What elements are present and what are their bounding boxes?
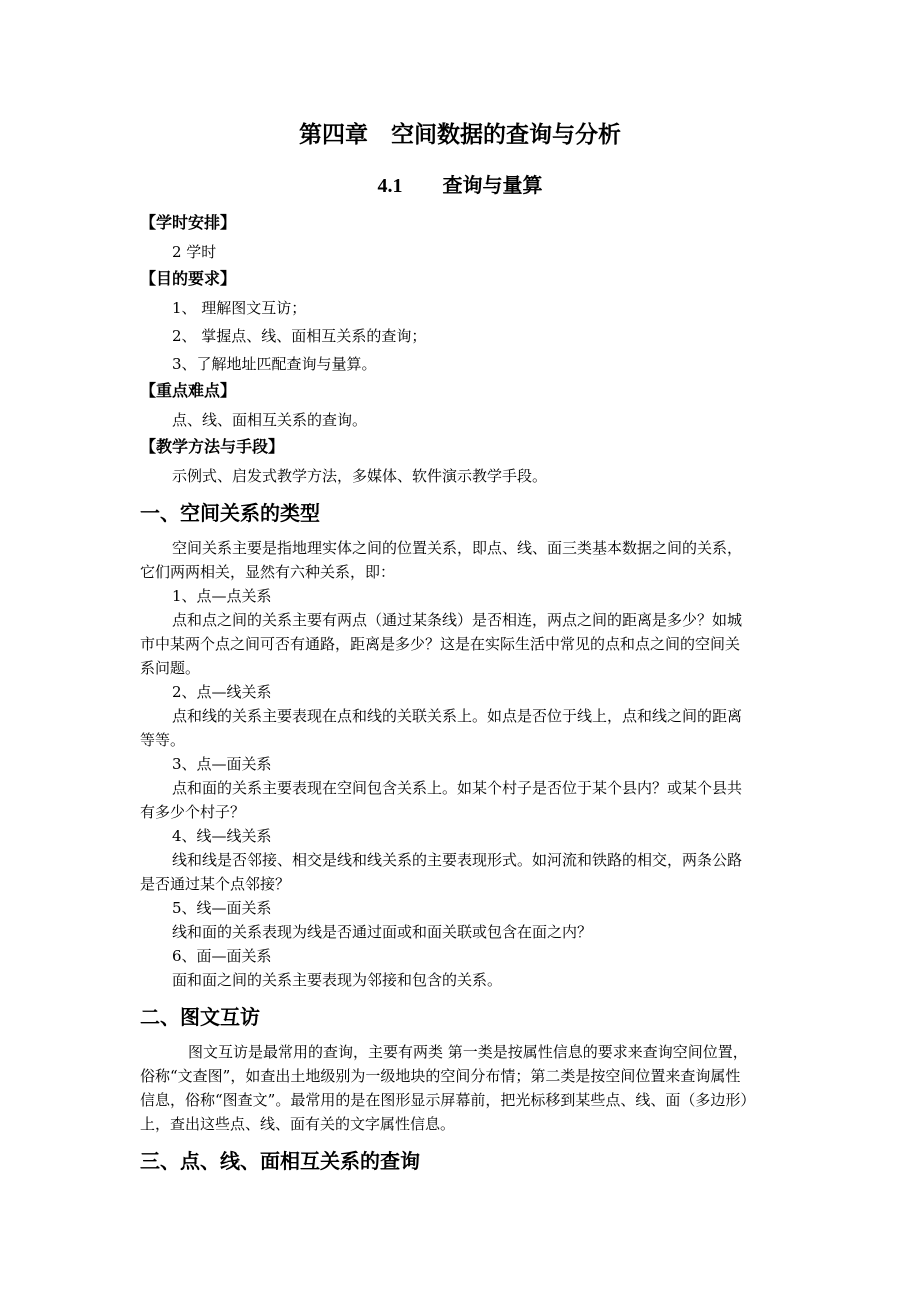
schedule-label: 【学时安排】 (140, 213, 237, 232)
relation-title: 2、点—线关系 (172, 683, 272, 701)
paragraph-line: 线和面的关系表现为线是否通过面或和面关联或包含在面之内？ (172, 923, 593, 941)
paragraph-line: 面和面之间的关系主要表现为邻接和包含的关系。 (172, 971, 503, 989)
paragraph-line: 线和线是否邻接、相交是线和线关系的主要表现形式。如河流和铁路的相交，两条公路 (172, 851, 743, 869)
goal-item: 3、了解地址匹配查询与量算。 (172, 355, 377, 373)
paragraph-line: 点和点之间的关系主要有两点（通过某条线）是否相连，两点之间的距离是多少？如城 (172, 611, 743, 629)
relation-title: 1、点—点关系 (172, 587, 272, 605)
paragraph-line: 有多少个村子？ (140, 803, 246, 821)
relation-title: 6、面—面关系 (172, 947, 272, 965)
paragraph-line: 俗称“文查图”，如查出土地级别为一级地块的空间分布情；第二类是按空间位置来查询属性 (140, 1067, 741, 1085)
paragraph-line: 点和线的关系主要表现在点和线的关联关系上。如点是否位于线上，点和线之间的距离 (172, 707, 743, 725)
chapter-title: 第四章 空间数据的查询与分析 (299, 122, 621, 148)
relation-title: 4、线—线关系 (172, 827, 272, 845)
part2-heading: 二、图文互访 (140, 1005, 260, 1029)
key-points-text: 点、线、面相互关系的查询。 (172, 411, 368, 429)
paragraph-line: 图文互访是最常用的查询，主要有两类 第一类是按属性信息的要求来查询空间位置， (188, 1043, 748, 1061)
paragraph-line: 上，查出这些点、线、面有关的文字属性信息。 (140, 1115, 456, 1133)
key-points-label: 【重点难点】 (140, 381, 237, 400)
part3-heading: 三、点、线、面相互关系的查询 (140, 1149, 420, 1173)
section-number: 4.1 (377, 175, 403, 197)
goal-item: 2、 掌握点、线、面相互关系的查询； (172, 327, 427, 345)
paragraph-line: 点和面的关系主要表现在空间包含关系上。如某个村子是否位于某个县内？或某个县共 (172, 779, 743, 797)
paragraph-line: 是否通过某个点邻接？ (140, 875, 291, 893)
goals-label: 【目的要求】 (140, 269, 237, 288)
section-title (0, 172, 920, 199)
methods-label: 【教学方法与手段】 (140, 437, 285, 456)
goal-item: 1、 理解图文互访； (172, 299, 307, 317)
paragraph-line: 等等。 (140, 731, 186, 749)
paragraph-line: 空间关系主要是指地理实体之间的位置关系，即点、线、面三类基本数据之间的关系， (172, 539, 743, 557)
section-name: 查询与量算 (442, 173, 543, 197)
paragraph-line: 市中某两个点之间可否有通路，距离是多少？这是在实际生活中常见的点和点之间的空间关 (140, 635, 741, 653)
schedule-text: 2 学时 (172, 243, 217, 261)
part1-heading: 一、空间关系的类型 (140, 501, 320, 525)
paragraph-line: 信息，俗称“图查文”。最常用的是在图形显示屏幕前，把光标移到某些点、线、面（多边形） (140, 1091, 756, 1109)
paragraph-line: 它们两两相关，显然有六种关系，即： (140, 563, 396, 581)
relation-title: 5、线—面关系 (172, 899, 272, 917)
paragraph-line: 系问题。 (140, 659, 201, 677)
methods-text: 示例式、启发式教学方法，多媒体、软件演示教学手段。 (172, 467, 548, 485)
relation-title: 3、点—面关系 (172, 755, 272, 773)
